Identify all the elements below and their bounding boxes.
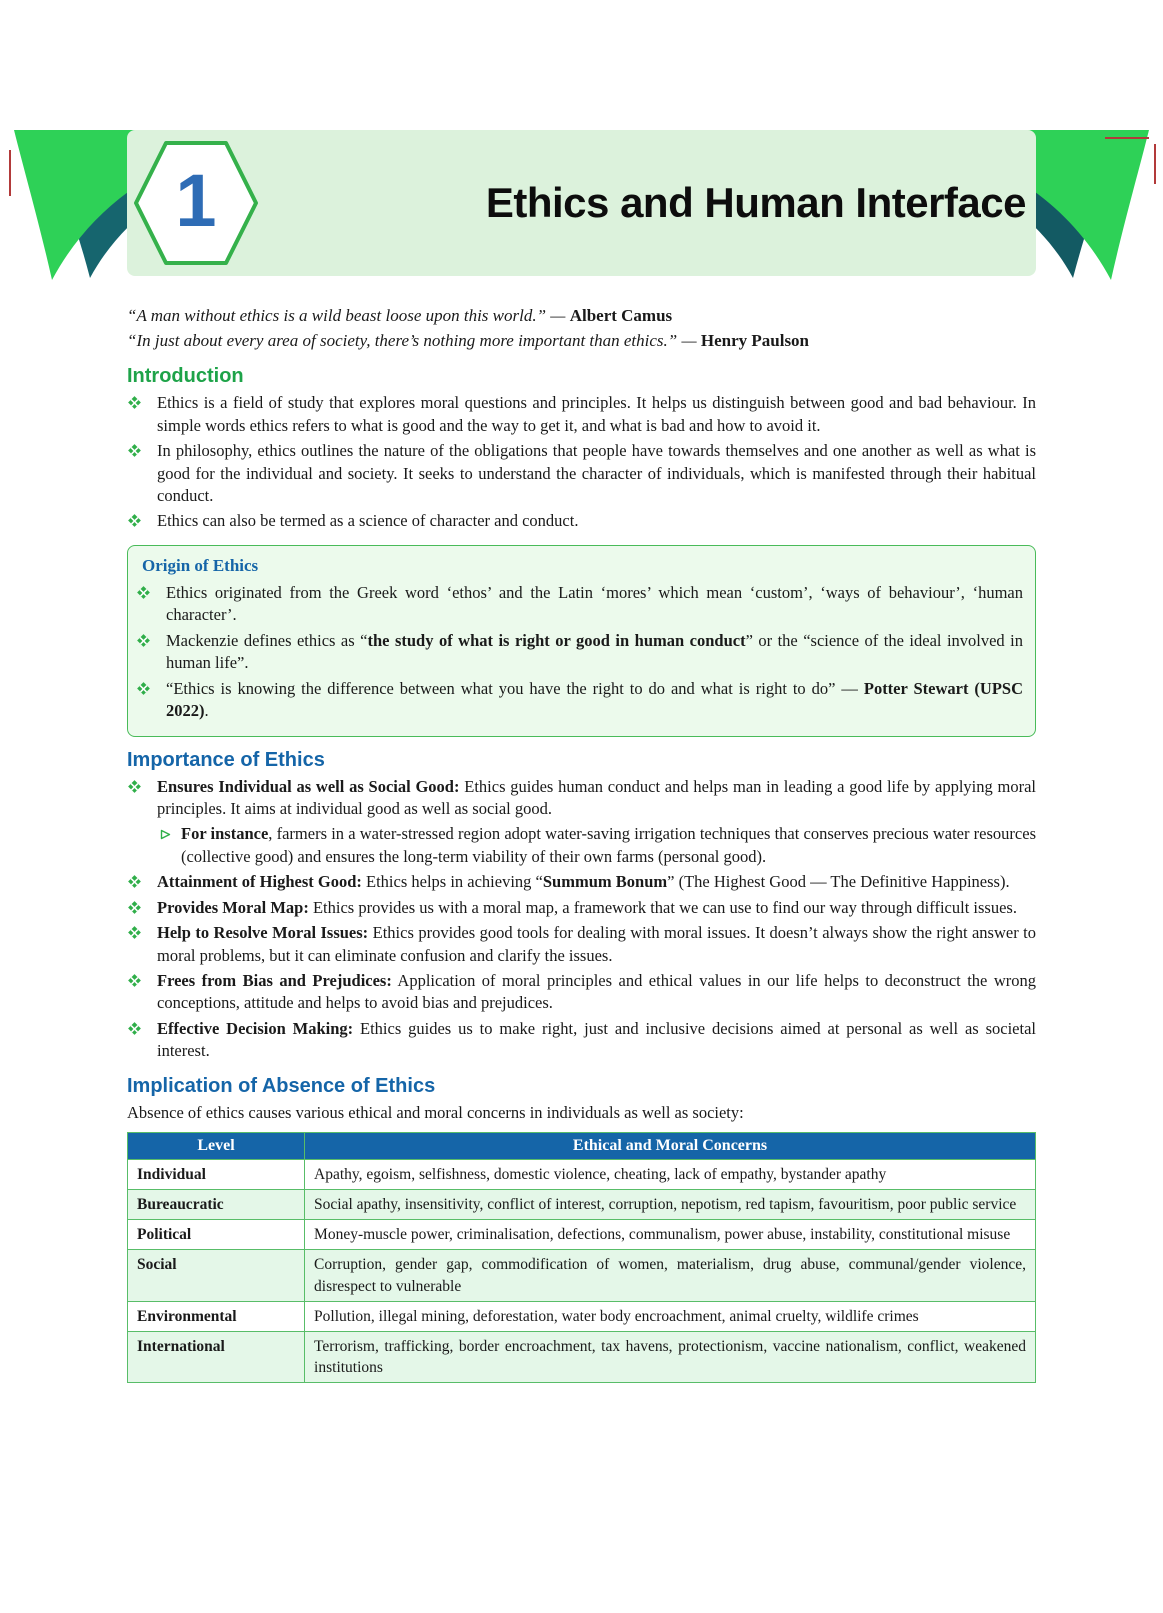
section-heading-importance: Importance of Ethics	[127, 748, 325, 771]
diamond-bullet-icon	[127, 970, 157, 1015]
print-crop-mark	[1154, 144, 1156, 184]
list-item	[127, 871, 1036, 893]
bullet-text: Ethics originated from the Greek word ‘ethos’ and the Latin ‘mores’ which mean ‘custom’, ‘ways of behaviour’, ‘human character’.	[166, 582, 1023, 625]
print-crop-mark	[9, 150, 11, 196]
table-row	[128, 1331, 1036, 1382]
concerns-cell: Money-muscle power, criminalisation, defections, communalism, power abuse, instability, constitutional misuse	[305, 1220, 1036, 1250]
chapter-title: Ethics and Human Interface	[485, 179, 1026, 226]
level-cell: International	[128, 1331, 305, 1382]
level-cell: Social	[128, 1250, 305, 1301]
quote	[127, 329, 1036, 354]
table-row	[128, 1301, 1036, 1331]
bullet-text: Ethics can also be termed as a science of character and conduct.	[157, 511, 579, 531]
quote-text: “A man without ethics is a wild beast loose upon this world.” —	[127, 306, 570, 325]
list-item	[127, 510, 1036, 532]
table-row	[128, 1250, 1036, 1301]
diamond-bullet-icon	[127, 776, 157, 821]
print-crop-mark	[1105, 137, 1149, 139]
list-item	[127, 897, 1036, 919]
diamond-bullet-icon	[127, 1018, 157, 1063]
chapter-number: 1	[175, 159, 217, 242]
bullet-text: Frees from Bias and Prejudices: Application of moral principles and ethical values in our life helps to deconstruct the wrong conceptions, attitude and helps to avoid bias and prejudices.	[157, 971, 1036, 1013]
diamond-bullet-icon	[136, 630, 166, 675]
list-item	[136, 582, 1023, 627]
level-cell: Environmental	[128, 1301, 305, 1331]
diamond-bullet-icon	[136, 678, 166, 723]
diamond-bullet-icon	[127, 440, 157, 507]
list-item	[127, 922, 1036, 967]
table-row	[128, 1190, 1036, 1220]
diamond-bullet-icon	[127, 871, 157, 893]
list-item	[136, 678, 1023, 723]
bullet-text: For instance, farmers in a water-stressed region adopt water-saving irrigation techniques that conserves precious water resources (collective good) and ensures the long-term viability of their own farms (personal good).	[181, 824, 1036, 866]
chapter-number-hexagon	[133, 140, 259, 266]
chapter-banner	[127, 130, 1036, 276]
implication-intro-text: Absence of ethics causes various ethical and moral concerns in individuals as well as society:	[127, 1102, 744, 1122]
bullet-text: In philosophy, ethics outlines the nature of the obligations that people have towards themselves and one another as well as what is good for the individual and society. It seeks to understand the character of individuals, which is manifested through their habitual conduct.	[157, 441, 1036, 506]
sub-list-item	[157, 823, 1036, 868]
level-cell: Bureaucratic	[128, 1190, 305, 1220]
origin-of-ethics-box	[127, 545, 1036, 737]
arrow-bullet-icon	[157, 823, 181, 868]
concerns-table	[127, 1132, 1036, 1383]
page-content	[0, 130, 1163, 1383]
quote-text: “In just about every area of society, there’s nothing more important than ethics.” —	[127, 330, 701, 350]
diamond-bullet-icon	[127, 392, 157, 437]
bullet-text: Attainment of Highest Good: Ethics helps in achieving “Summum Bonum” (The Highest Good — The Definitive Happiness).	[157, 872, 1010, 892]
diamond-bullet-icon	[127, 897, 157, 919]
concerns-cell: Terrorism, trafficking, border encroachment, tax havens, protectionism, vaccine nationalism, conflict, weakened institutions	[305, 1331, 1036, 1382]
diamond-bullet-icon	[136, 582, 166, 627]
diamond-bullet-icon	[127, 510, 157, 532]
origin-box-heading: Origin of Ethics	[142, 555, 259, 575]
concerns-cell: Corruption, gender gap, commodification of women, materialism, drug abuse, communal/gender violence, disrespect to vulnerable	[305, 1250, 1036, 1301]
bullet-text: “Ethics is knowing the difference between what you have the right to do and what is right to do” — Potter Stewart (UPSC 2022).	[166, 678, 1023, 721]
list-item	[127, 1018, 1036, 1063]
quote-author: Henry Paulson	[700, 330, 810, 350]
level-cell: Political	[128, 1220, 305, 1250]
list-item	[127, 440, 1036, 507]
level-cell: Individual	[128, 1160, 305, 1190]
section-heading-introduction: Introduction	[127, 365, 244, 388]
list-item	[136, 630, 1023, 675]
bullet-text: Effective Decision Making: Ethics guides us to make right, just and inclusive decisions aimed at personal as well as societal interest.	[157, 1018, 1036, 1061]
table-header-row	[128, 1133, 1036, 1160]
opening-quotes	[127, 304, 1036, 353]
page-root	[0, 130, 1163, 1613]
concerns-cell: Pollution, illegal mining, deforestation, water body encroachment, animal cruelty, wildlife crimes	[305, 1301, 1036, 1331]
bullet-text: Provides Moral Map: Ethics provides us with a moral map, a framework that we can use to find our way through difficult issues.	[157, 897, 1017, 917]
section-heading-implication: Implication of Absence of Ethics	[127, 1074, 436, 1097]
list-item	[127, 776, 1036, 821]
table-header-concerns: Ethical and Moral Concerns	[305, 1133, 1036, 1160]
quote-author: Albert Camus	[569, 306, 673, 325]
list-item	[127, 392, 1036, 437]
concerns-cell: Social apathy, insensitivity, conflict of interest, corruption, nepotism, red tapism, favouritism, poor public service	[305, 1190, 1036, 1220]
table-row	[128, 1160, 1036, 1190]
bullet-text: Mackenzie defines ethics as “the study of what is right or good in human conduct” or the “science of the ideal involved in human life”.	[166, 630, 1023, 673]
table-row	[128, 1220, 1036, 1250]
bullet-text: Ethics is a field of study that explores moral questions and principles. It helps us distinguish between good and bad behaviour. In simple words ethics refers to what is good and the way to get it, and what is bad and how to avoid it.	[157, 393, 1036, 435]
bullet-text: Ensures Individual as well as Social Good: Ethics guides human conduct and helps man in leading a good life by applying moral principles. It aims at individual good as well as social good.	[157, 776, 1036, 818]
quote	[127, 304, 1036, 329]
list-item	[127, 970, 1036, 1015]
diamond-bullet-icon	[127, 922, 157, 967]
bullet-text: Help to Resolve Moral Issues: Ethics provides good tools for dealing with moral issues. It doesn’t always show the right answer to moral problems, but it can eliminate confusion and clarify the issues.	[157, 923, 1036, 965]
concerns-cell: Apathy, egoism, selfishness, domestic violence, cheating, lack of empathy, bystander apathy	[305, 1160, 1036, 1190]
table-header-level: Level	[128, 1133, 305, 1160]
